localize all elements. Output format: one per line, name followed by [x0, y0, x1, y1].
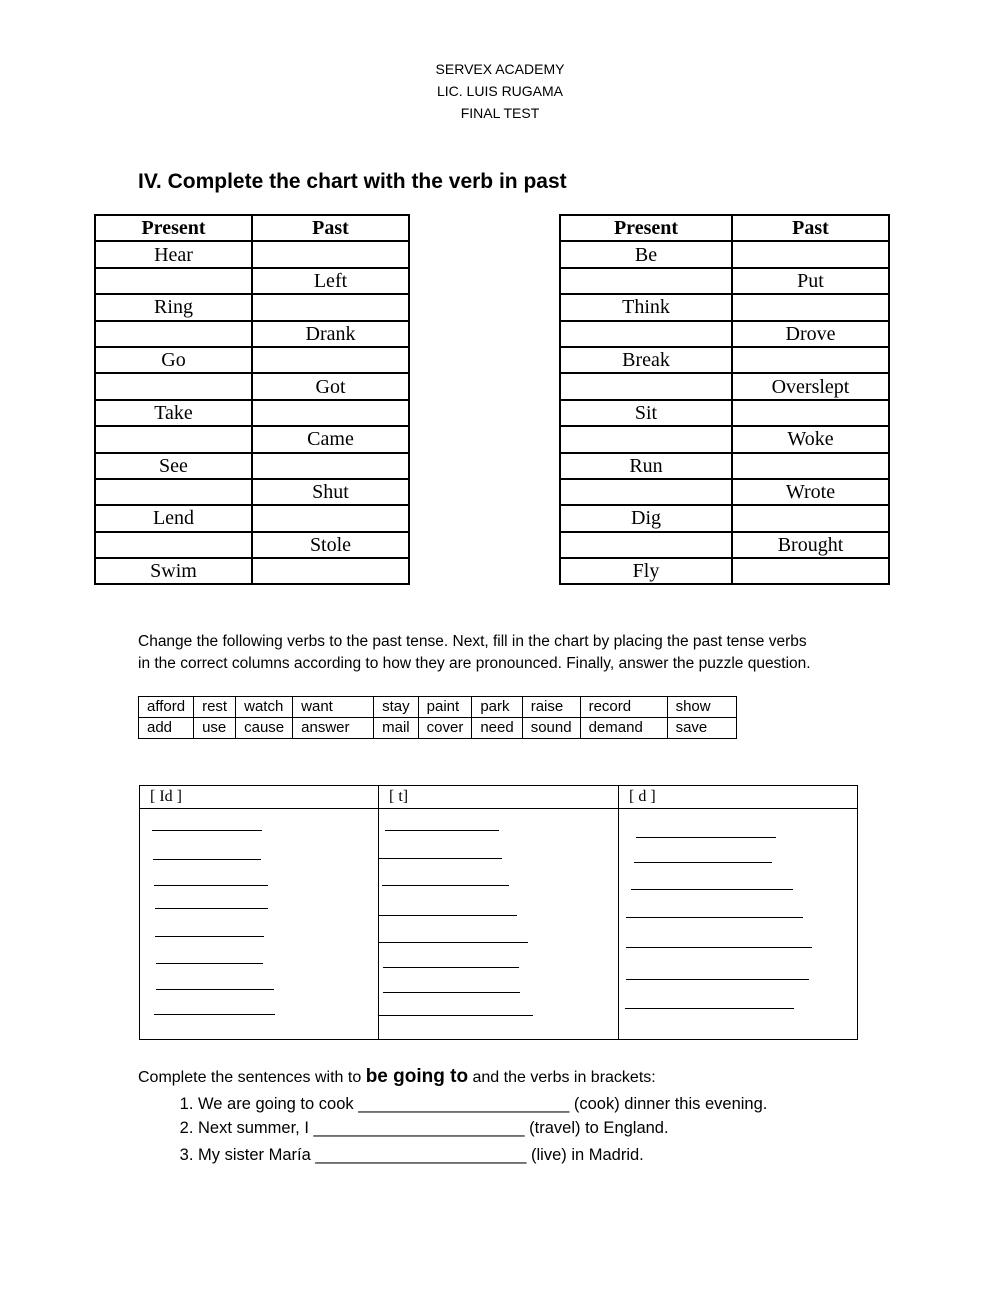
verb-cell: answer — [293, 718, 374, 739]
answer-blank[interactable] — [626, 947, 812, 948]
present-cell[interactable] — [95, 373, 252, 399]
column-header-id: [ Id ] — [140, 786, 378, 809]
past-cell[interactable]: Wrote — [732, 479, 889, 505]
chart-row — [95, 505, 409, 531]
answer-blank[interactable] — [383, 992, 520, 993]
past-cell[interactable]: Got — [252, 373, 409, 399]
chart-row — [560, 400, 889, 426]
chart-row — [560, 505, 889, 531]
verb-cell: record — [580, 697, 667, 718]
verb-cell: cause — [236, 718, 293, 739]
pronunciation-chart — [139, 785, 858, 1040]
verb-cell: want — [293, 697, 374, 718]
chart-row — [560, 321, 889, 347]
past-cell[interactable]: Drank — [252, 321, 409, 347]
present-cell[interactable] — [95, 321, 252, 347]
intro-text: and the verbs in brackets: — [468, 1069, 656, 1086]
past-cell[interactable]: Overslept — [732, 373, 889, 399]
present-cell[interactable]: See — [95, 453, 252, 479]
present-cell[interactable]: Sit — [560, 400, 732, 426]
chart-row — [560, 294, 889, 320]
past-cell[interactable] — [252, 347, 409, 373]
answer-blank[interactable] — [382, 885, 509, 886]
answer-blank[interactable] — [154, 885, 268, 886]
col-header-present: Present — [95, 215, 252, 241]
present-cell[interactable]: Dig — [560, 505, 732, 531]
chart-row — [560, 373, 889, 399]
chart-row — [95, 558, 409, 584]
verb-cell: watch — [236, 697, 293, 718]
answer-blank[interactable] — [636, 837, 776, 838]
answer-blank[interactable] — [153, 859, 261, 860]
column-d-sound — [619, 786, 857, 1039]
verb-cell: raise — [522, 697, 580, 718]
present-cell[interactable] — [560, 426, 732, 452]
chart-row — [560, 558, 889, 584]
instructions — [138, 631, 878, 675]
document-header — [0, 58, 1000, 124]
present-cell[interactable] — [560, 268, 732, 294]
verb-row — [139, 718, 737, 739]
past-cell[interactable]: Brought — [732, 532, 889, 558]
answer-blank[interactable] — [634, 862, 772, 863]
past-cell[interactable]: Left — [252, 268, 409, 294]
verb-cell: demand — [580, 718, 667, 739]
answer-blank[interactable] — [154, 1014, 275, 1015]
chart-row — [95, 532, 409, 558]
verb-cell: mail — [374, 718, 419, 739]
verb-row — [139, 697, 737, 718]
chart-row — [560, 479, 889, 505]
intro-bold: be going to — [365, 1066, 469, 1087]
chart-row — [560, 268, 889, 294]
past-cell[interactable]: Drove — [732, 321, 889, 347]
chart-row — [560, 426, 889, 452]
past-cell[interactable]: Shut — [252, 479, 409, 505]
chart-row — [560, 453, 889, 479]
chart-row — [95, 426, 409, 452]
chart-row — [95, 347, 409, 373]
verb-cell: sound — [522, 718, 580, 739]
present-cell[interactable] — [95, 532, 252, 558]
present-cell[interactable] — [95, 268, 252, 294]
chart-row — [95, 294, 409, 320]
verb-cell: stay — [374, 697, 419, 718]
col-header-present: Present — [560, 215, 732, 241]
verb-cell: park — [472, 697, 522, 718]
list-item[interactable]: 1. We are going to cook _______________________ (cook) dinner this evening. — [198, 1092, 958, 1116]
answer-blank[interactable] — [152, 830, 262, 831]
verb-chart-left — [94, 214, 410, 585]
verb-cell: afford — [139, 697, 194, 718]
past-cell[interactable] — [732, 294, 889, 320]
present-cell[interactable] — [560, 532, 732, 558]
list-item[interactable]: 3. My sister María _______________________ (live) in Madrid. — [198, 1143, 958, 1167]
section-title: IV. Complete the chart with the verb in past — [138, 170, 567, 193]
past-cell[interactable] — [252, 453, 409, 479]
present-cell[interactable] — [560, 373, 732, 399]
column-header-d: [ d ] — [619, 786, 857, 809]
present-cell[interactable]: Ring — [95, 294, 252, 320]
column-id-sound — [140, 786, 379, 1039]
verb-chart-right — [559, 214, 890, 585]
present-cell[interactable]: Think — [560, 294, 732, 320]
instructions-line: Change the following verbs to the past tense. Next, fill in the chart by placing the past tense verbs — [138, 633, 807, 650]
sentence-list — [138, 1092, 958, 1167]
present-cell[interactable]: Hear — [95, 241, 252, 267]
school-name: SERVEX ACADEMY — [435, 61, 565, 77]
col-header-past: Past — [252, 215, 409, 241]
present-cell[interactable]: Fly — [560, 558, 732, 584]
chart-row — [95, 321, 409, 347]
present-cell[interactable]: Lend — [95, 505, 252, 531]
chart-row — [95, 479, 409, 505]
past-cell[interactable] — [732, 558, 889, 584]
chart-row — [95, 373, 409, 399]
answer-blank[interactable] — [385, 830, 499, 831]
chart-row — [95, 268, 409, 294]
chart-row — [560, 347, 889, 373]
chart-row — [560, 532, 889, 558]
past-cell[interactable]: Stole — [252, 532, 409, 558]
answer-blank[interactable] — [626, 917, 803, 918]
answer-blank[interactable] — [631, 889, 793, 890]
past-cell[interactable] — [732, 241, 889, 267]
past-cell[interactable] — [252, 400, 409, 426]
verb-cell: paint — [418, 697, 472, 718]
verb-cell: save — [667, 718, 736, 739]
chart-row — [560, 241, 889, 267]
answer-blank[interactable] — [379, 858, 502, 859]
instructions-line: in the correct columns according to how they are pronounced. Finally, answer the puzzle question. — [138, 655, 811, 672]
verb-cell: show — [667, 697, 736, 718]
present-cell[interactable] — [560, 321, 732, 347]
teacher-name: LIC. LUIS RUGAMA — [436, 83, 564, 99]
present-cell[interactable]: Go — [95, 347, 252, 373]
answer-blank[interactable] — [383, 967, 519, 968]
present-cell[interactable] — [95, 426, 252, 452]
column-header-t: [ t] — [379, 786, 618, 809]
present-cell[interactable] — [95, 479, 252, 505]
test-name: FINAL TEST — [460, 105, 540, 121]
past-cell[interactable] — [252, 558, 409, 584]
chart-row — [95, 400, 409, 426]
present-cell[interactable]: Break — [560, 347, 732, 373]
answer-blank[interactable] — [156, 963, 263, 964]
verb-cell: rest — [194, 697, 236, 718]
past-cell[interactable] — [732, 400, 889, 426]
col-header-past: Past — [732, 215, 889, 241]
answer-blank[interactable] — [379, 915, 517, 916]
present-cell[interactable]: Take — [95, 400, 252, 426]
answer-blank[interactable] — [155, 908, 268, 909]
verb-cell: cover — [418, 718, 472, 739]
chart-row — [95, 453, 409, 479]
answer-blank[interactable] — [626, 979, 809, 980]
past-cell[interactable]: Put — [732, 268, 889, 294]
intro-text: Complete the sentences with to — [138, 1069, 366, 1086]
column-t-sound — [379, 786, 619, 1039]
answer-blank[interactable] — [379, 942, 528, 943]
verb-cell: use — [194, 718, 236, 739]
past-cell[interactable] — [252, 241, 409, 267]
past-cell[interactable] — [252, 294, 409, 320]
answer-blank[interactable] — [625, 1008, 794, 1009]
answer-blank[interactable] — [155, 936, 264, 937]
present-cell[interactable]: Be — [560, 241, 732, 267]
present-cell[interactable] — [560, 479, 732, 505]
past-cell[interactable] — [252, 505, 409, 531]
past-cell[interactable] — [732, 453, 889, 479]
present-cell[interactable]: Swim — [95, 558, 252, 584]
present-cell[interactable]: Run — [560, 453, 732, 479]
chart-row — [95, 241, 409, 267]
past-cell[interactable]: Came — [252, 426, 409, 452]
list-item[interactable]: 2. Next summer, I _______________________ (travel) to England. — [198, 1116, 958, 1140]
verb-cell: add — [139, 718, 194, 739]
answer-blank[interactable] — [156, 989, 274, 990]
verb-cell: need — [472, 718, 522, 739]
past-cell[interactable] — [732, 505, 889, 531]
verb-list-table — [138, 696, 737, 739]
sentences-instructions — [138, 1066, 656, 1088]
past-cell[interactable] — [732, 347, 889, 373]
answer-blank[interactable] — [379, 1015, 533, 1016]
past-cell[interactable]: Woke — [732, 426, 889, 452]
